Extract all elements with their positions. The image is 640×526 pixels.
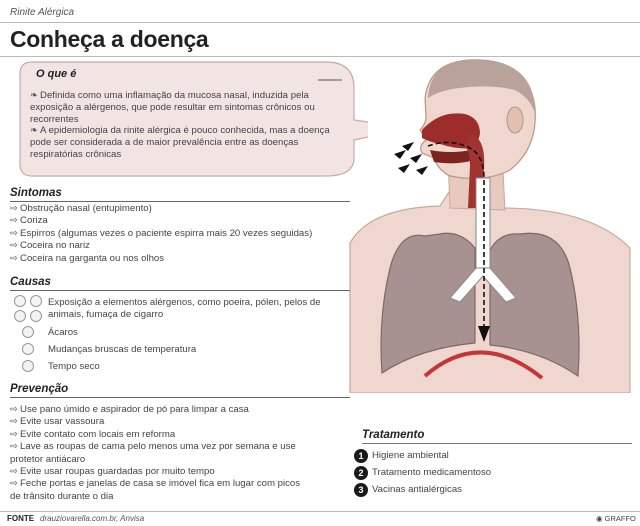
causas-title: Causas (10, 276, 51, 288)
list-item: ⇨ Evite contato com locais em reforma (10, 428, 176, 440)
list-item: ⇨ Coriza (10, 215, 48, 227)
credit-text: GRAFFO (604, 514, 636, 523)
arrow-bullet-icon: ⇨ (10, 478, 19, 490)
sintomas-title: Sintomas (10, 187, 62, 199)
arrow-bullet-icon: ⇨ (10, 428, 19, 440)
arrow-bullet-icon: ⇨ (10, 441, 19, 453)
sun-icon (22, 360, 34, 372)
tratamento-title: Tratamento (362, 429, 425, 441)
causas-divider (10, 290, 350, 291)
source-label: FONTE (7, 514, 35, 523)
dust-icon (14, 295, 26, 307)
thermometer-icon (22, 343, 34, 355)
sintomas-divider (10, 201, 350, 202)
step-number-2: 2 (354, 466, 368, 480)
tratamento-item-1: Higiene ambiental (372, 450, 449, 461)
arrow-bullet-icon: ⇨ (10, 240, 19, 252)
cigarette-icon (30, 310, 42, 322)
list-item: ⇨ Evite usar vassoura (10, 416, 105, 428)
definition-paragraph-2: A epidemiologia da rinite alérgica é pouco conhecida, mas a doença pode ser considerada a de maior prevalência entre as doenças respiratórias crônicas (30, 125, 330, 160)
causa-item-1: Exposição a elementos alérgenos, como poeira, pólen, pelos de animais, fumaça de cigarro (48, 297, 321, 320)
arrow-bullet-icon: ⇨ (10, 203, 19, 214)
causa-item-2: Ácaros (48, 327, 78, 338)
source-text: drauziovarella.com.br, Anvisa (40, 514, 145, 523)
copyright-icon: ◉ (596, 514, 603, 523)
list-item: ⇨ Espirros (algumas vezes o paciente espirra mais 20 vezes seguidas) (10, 227, 313, 239)
pencil-bullet-icon: ❧ (30, 90, 39, 101)
definition-paragraph-1: Definida como uma inflamação da mucosa nasal, induzida pela exposição a alérgenos, que pode resultar em sintomas crônicos ou recorrentes (30, 90, 315, 125)
step-number-3: 3 (354, 483, 368, 497)
prevencao-divider (10, 397, 350, 398)
trachea (476, 178, 490, 273)
mite-icon (22, 326, 34, 338)
arrow-bullet-icon: ⇨ (10, 252, 19, 264)
credit-logo (596, 514, 636, 523)
arrow-bullet-icon: ⇨ (10, 416, 19, 428)
page-title: Conheça a doença (10, 26, 209, 52)
sintomas-list (10, 203, 355, 265)
top-divider (0, 22, 640, 23)
tratamento-divider (362, 443, 632, 444)
title-divider (0, 56, 640, 57)
arrow-bullet-icon: ⇨ (10, 227, 19, 239)
kicker: Rinite Alérgica (10, 7, 75, 18)
list-item: ⇨ Coceira na garganta ou nos olhos (10, 252, 165, 264)
causa-item-3: Mudanças bruscas de temperatura (48, 344, 197, 355)
ear-shape (507, 107, 523, 133)
footer-divider (0, 511, 640, 512)
causa-item-4: Tempo seco (48, 361, 100, 372)
respiratory-illustration (330, 58, 640, 393)
tratamento-item-2: Tratamento medicamentoso (372, 467, 492, 478)
pollen-icon (30, 295, 42, 307)
arrow-bullet-icon: ⇨ (10, 466, 19, 478)
arrow-bullet-icon: ⇨ (10, 215, 19, 227)
list-item: ⇨ Obstrução nasal (entupimento) (10, 203, 152, 214)
list-item: ⇨ Feche portas e janelas de casa se imóvel fica em lugar com picos de trânsito durante o dia (10, 478, 300, 502)
definition-title: O que é (36, 68, 77, 80)
list-item: ⇨ Lave as roupas de cama pelo menos uma vez por semana e use protetor antiácaro (10, 441, 296, 465)
list-item: ⇨ Coceira no nariz (10, 240, 90, 252)
list-item: ⇨ Use pano úmido e aspirador de pó para limpar a casa (10, 404, 249, 415)
pencil-bullet-icon: ❧ (30, 125, 39, 137)
arrow-bullet-icon: ⇨ (10, 404, 19, 415)
prevencao-list (10, 404, 310, 503)
definition-text (30, 90, 340, 161)
tratamento-item-3: Vacinas antialérgicas (372, 484, 462, 495)
animal-icon (14, 310, 26, 322)
prevencao-title: Prevenção (10, 383, 69, 395)
list-item: ⇨ Evite usar roupas guardadas por muito tempo (10, 466, 215, 478)
step-number-1: 1 (354, 449, 368, 463)
